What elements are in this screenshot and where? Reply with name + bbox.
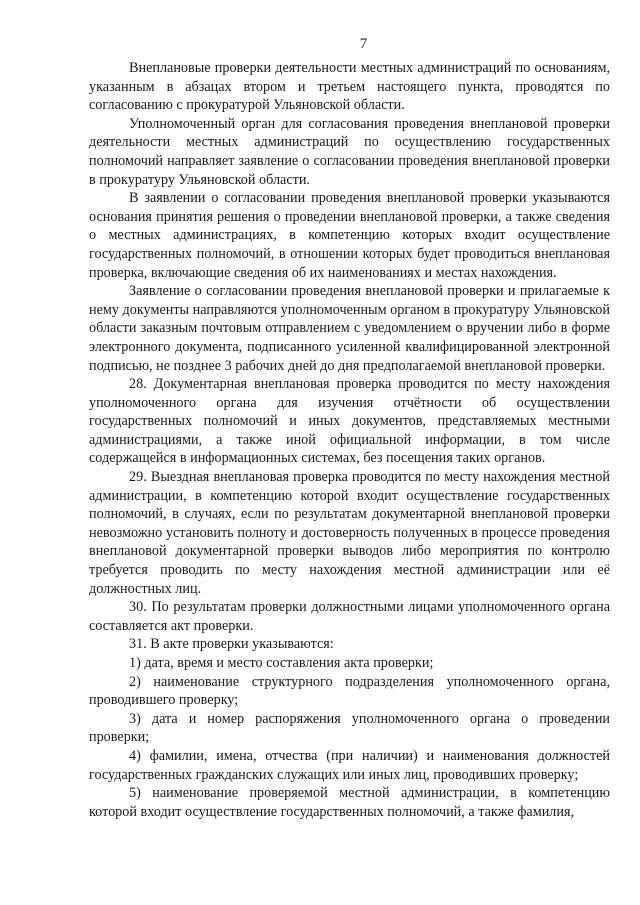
paragraph-item-31: 31. В акте проверки указываются: xyxy=(129,636,334,653)
page-number: 7 xyxy=(359,36,368,52)
paragraph-item-30: 30. По результатам проверки должностными лицами уполномоченного органа составляется акт проверки. xyxy=(89,599,610,634)
paragraph: Уполномоченный орган для согласования проведения внеплановой проверки деятельности местных администраций по осуществлению государственных полномочий направляет заявление о согласовании проведения внеплановой проверки в прокуратуру Ульяновской области. xyxy=(89,115,610,188)
list-item-5: 5) наименование проверяемой местной администрации, в компетенцию которой входит осуществление государственных полномочий, а также фамилия, xyxy=(89,785,610,820)
list-item-3: 3) дата и номер распоряжения уполномоченного органа о проведении проверки; xyxy=(89,710,610,746)
paragraph-item-29: 29. Выездная внеплановая проверка проводится по месту нахождения местной администрации, в компетенцию которой входит осуществление государственных полномочий, в случаях, если по результатам документарной внеплановой проверки невозможно установить полноту и достоверность полученных в процессе проведения внеплановой документарной проверки выводов либо мероприятия по контролю требуется проводить по месту нахождения местной администрации или её должностных лиц. xyxy=(89,469,610,597)
list-item-1: 1) дата, время и место составления акта проверки; xyxy=(129,655,434,671)
paragraph: Заявление о согласовании проведения внеплановой проверки и прилагаемые к нему документы направляются уполномоченным органом в прокуратуру Ульяновской области заказным почтовым отправлением с уведомлением о вручении либо в форме электронного документа, подписанного усиленной квалифицированной электронной подписью, не позднее 3 рабочих дней до дня предполагаемой внеплановой проверки. xyxy=(89,283,610,374)
list-item-4: 4) фамилии, имена, отчества (при наличии) и наименования должностей государственных гражданских служащих или иных лиц, проводивших проверку; xyxy=(89,747,610,783)
paragraph-item-28: 28. Документарная внеплановая проверка проводится по месту нахождения уполномоченного органа для изучения отчётности об осуществлении государственных полномочий и иных документов, представляемых местными администрациями, а также иной официальной информации, в том числе содержащейся в информационных системах, без посещения таких органов. xyxy=(89,376,610,467)
paragraph: Внеплановые проверки деятельности местных администраций по основаниям, указанным в абзацах втором и третьем настоящего пункта, проводятся по согласованию с прокуратурой Ульяновской области. xyxy=(89,60,610,114)
list-item-2: 2) наименование структурного подразделения уполномоченного органа, проводившего проверку; xyxy=(89,673,610,709)
paragraph: В заявлении о согласовании проведения внеплановой проверки указываются основания принятия решения о проведении внеплановой проверки, а также сведения о местных администрациях, в компетенцию которых входит осуществление государственных полномочий, в отношении которых будет проводиться внеплановая проверка, включающие сведения об их наименованиях и местах нахождения. xyxy=(89,190,610,281)
